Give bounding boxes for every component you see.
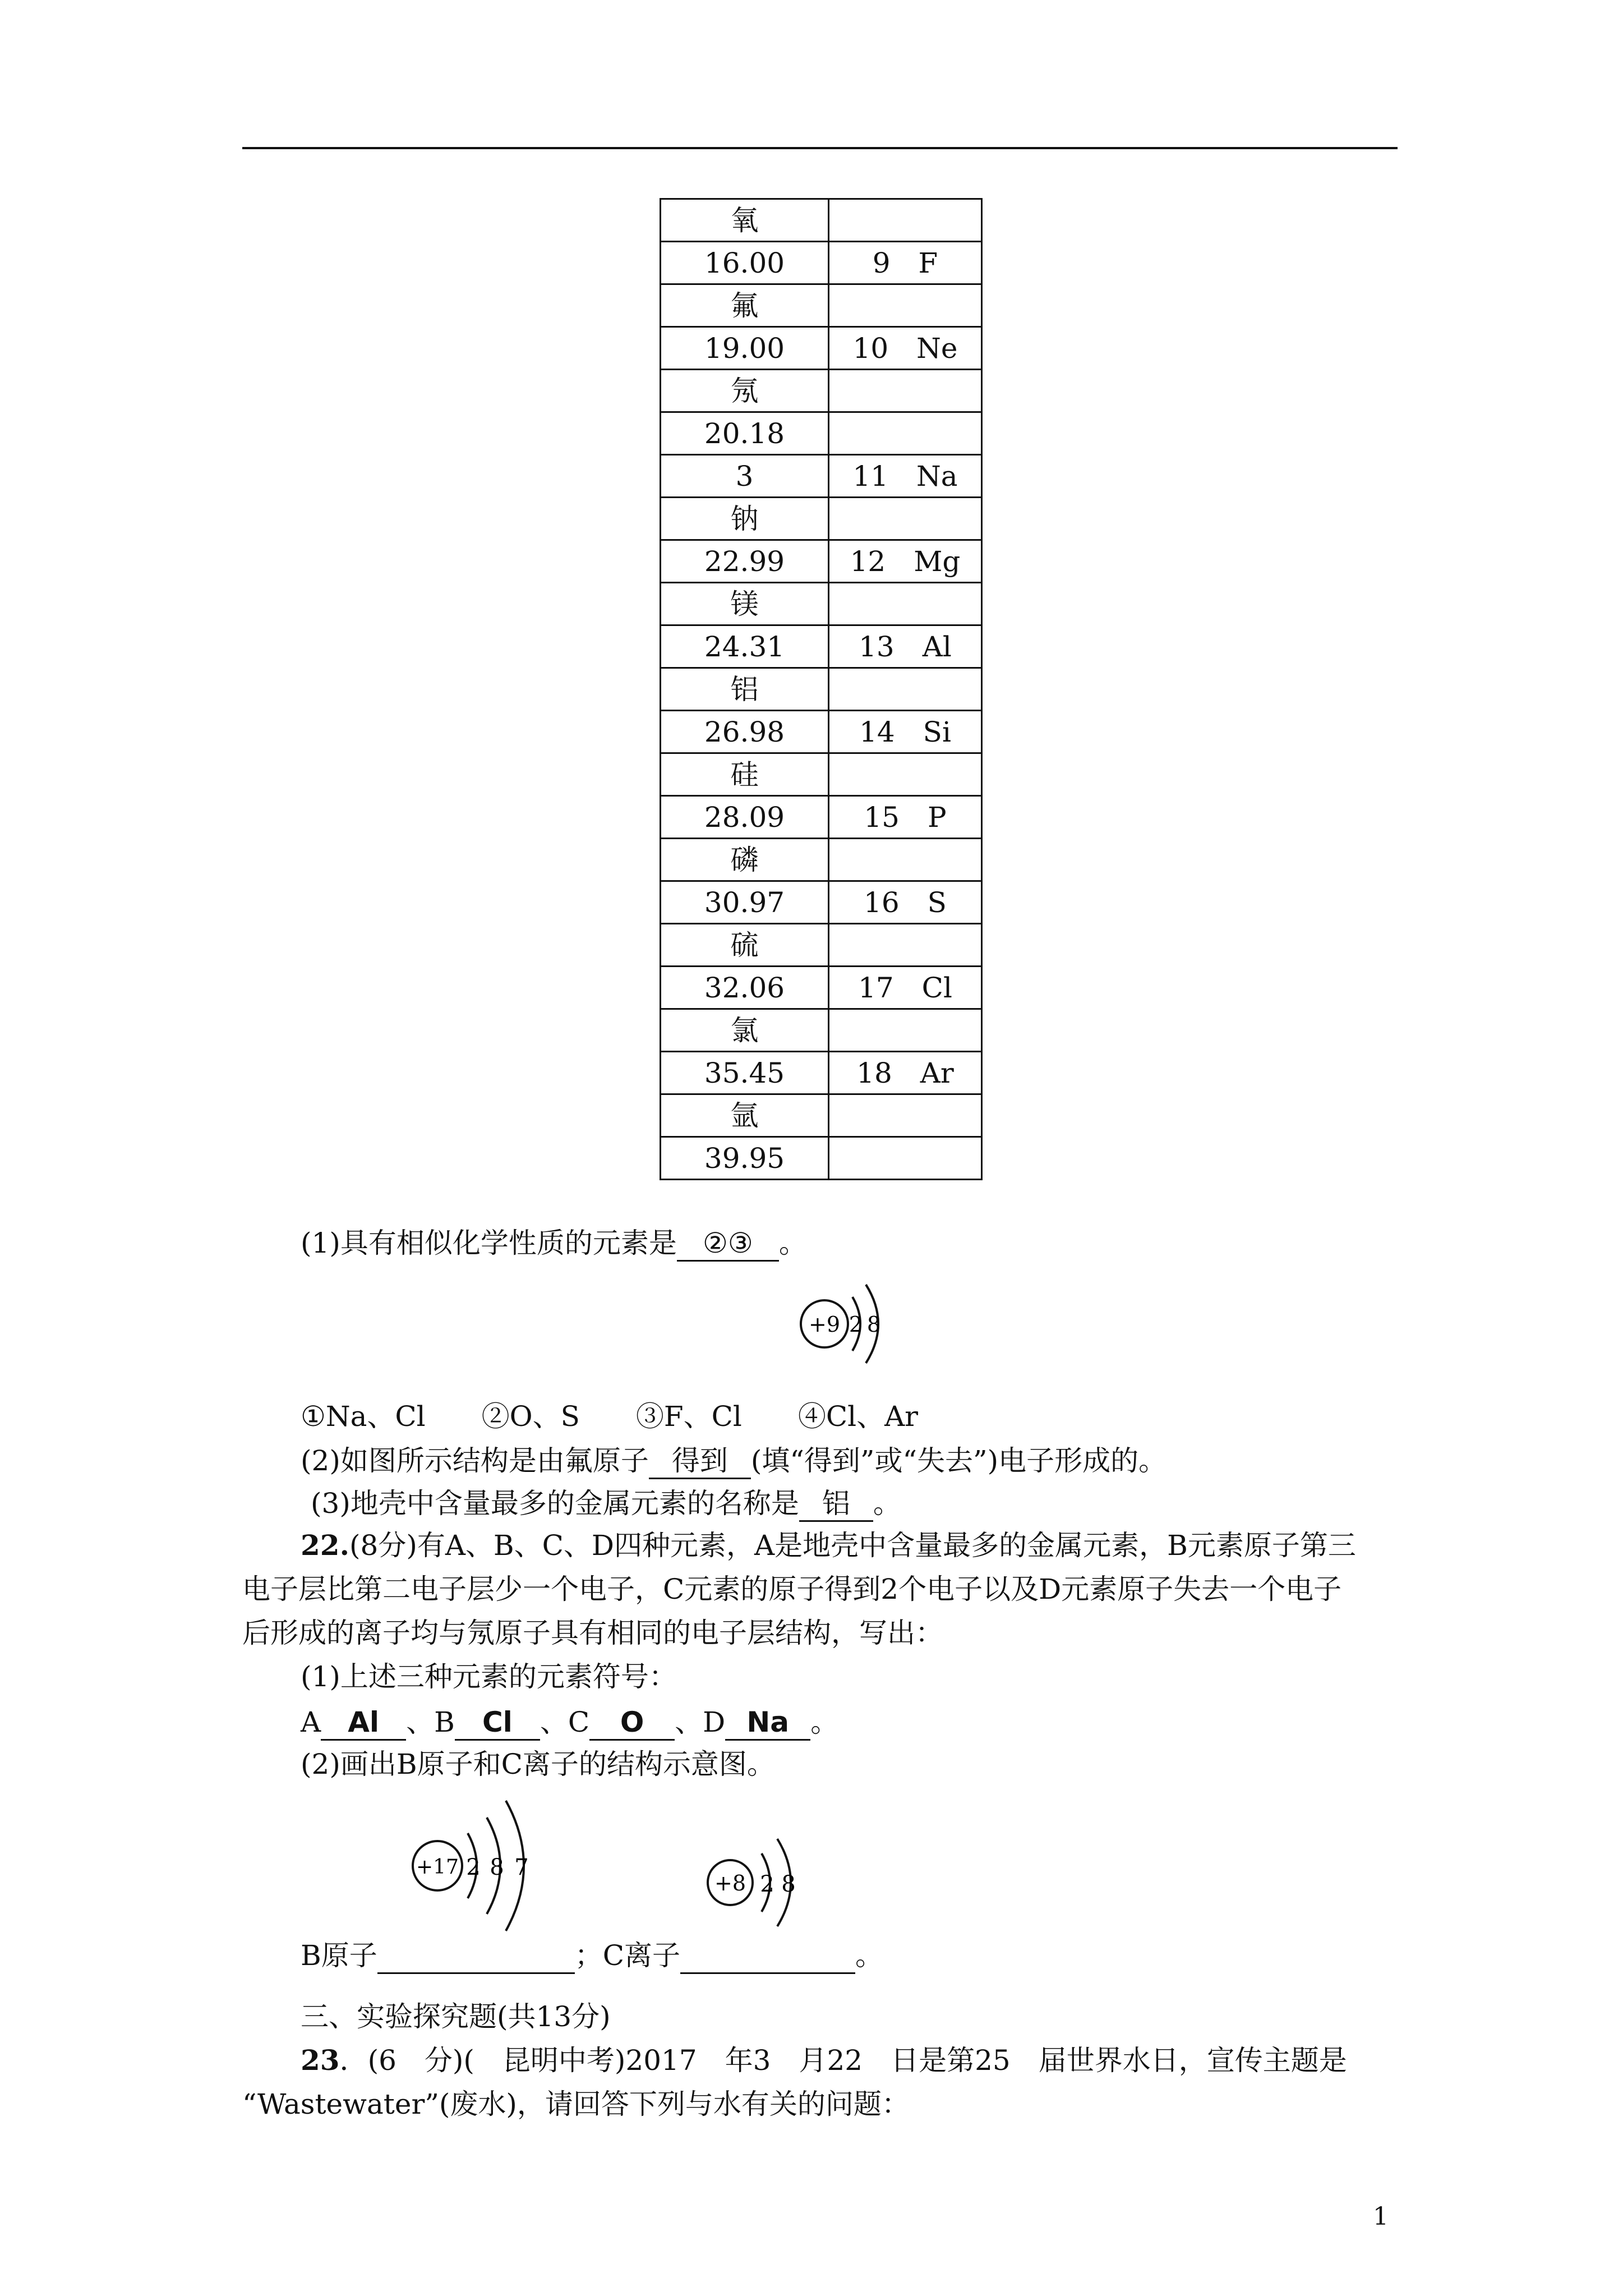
- table-row: [661, 839, 982, 881]
- q22-b-atom-blank: [377, 1940, 575, 1974]
- table-cell-left: 19.00: [661, 327, 829, 370]
- table-cell-right: [829, 924, 982, 967]
- header-rule: [242, 147, 1398, 149]
- page-number: 1: [1373, 2202, 1389, 2231]
- q22-symbol-c-answer: O: [589, 1706, 675, 1741]
- b-atom-diagram: [407, 1791, 553, 1948]
- q21-part3-answer: 铝: [799, 1488, 873, 1522]
- b-atom-shell-count-2: 8: [490, 1855, 504, 1880]
- table-cell-left: 30.97: [661, 881, 829, 924]
- table-cell-right: [829, 1137, 982, 1180]
- q21-part2-answer: 得到: [649, 1445, 751, 1479]
- table-cell-left: 氯: [661, 1009, 829, 1052]
- element-table: [660, 198, 983, 1180]
- c-ion-shell-count-1: 2: [760, 1871, 774, 1897]
- fluoride-ion-diagram: [796, 1273, 897, 1374]
- table-cell-right: 18 Ar: [829, 1052, 982, 1094]
- c-ion-shell-count-2: 8: [781, 1871, 796, 1897]
- table-cell-left: 氟: [661, 284, 829, 327]
- table-row: [661, 242, 982, 284]
- q22-symbols: [301, 1706, 838, 1741]
- table-cell-right: 16 S: [829, 881, 982, 924]
- table-cell-left: 26.98: [661, 711, 829, 753]
- table-cell-left: 32.06: [661, 967, 829, 1009]
- table-cell-right: 11 Na: [829, 455, 982, 498]
- table-row: [661, 924, 982, 967]
- table-cell-left: 39.95: [661, 1137, 829, 1180]
- table-cell-left: 3: [661, 455, 829, 498]
- q22-b-atom-label: B原子: [301, 1939, 377, 1972]
- q21-part1-prefix: (1)具有相似化学性质的元素是: [301, 1227, 677, 1259]
- table-row: [661, 1137, 982, 1180]
- q22-line1: [301, 1529, 1356, 1562]
- table-cell-right: [829, 1094, 982, 1137]
- table-cell-left: 氧: [661, 199, 829, 242]
- q22-symbol-d-answer: Na: [725, 1706, 810, 1741]
- q22-number: 22.: [301, 1529, 349, 1562]
- table-cell-left: 16.00: [661, 242, 829, 284]
- c-ion-diagram: [701, 1829, 813, 1941]
- table-row: [661, 455, 982, 498]
- q22-line1-text: (8分)有A、B、C、D四种元素，A是地壳中含量最多的金属元素，B元素原子第三: [349, 1529, 1356, 1562]
- table-cell-left: 硅: [661, 753, 829, 796]
- table-cell-right: 12 Mg: [829, 540, 982, 583]
- table-cell-right: 14 Si: [829, 711, 982, 753]
- q21-part2-prefix: (2)如图所示结构是由氟原子: [301, 1444, 649, 1477]
- table-row: [661, 284, 982, 327]
- table-cell-right: [829, 753, 982, 796]
- table-row: [661, 1009, 982, 1052]
- fluoride-shell-count-1: 2: [849, 1312, 863, 1337]
- q22-symbol-d-label: 、D: [675, 1706, 726, 1738]
- q21-part2: [301, 1445, 1166, 1479]
- q21-part1: [301, 1227, 807, 1262]
- table-cell-right: 9 F: [829, 242, 982, 284]
- q22-symbols-end: 。: [810, 1706, 839, 1738]
- table-row: [661, 668, 982, 711]
- table-cell-left: 24.31: [661, 625, 829, 668]
- q22-diagram-end: 。: [855, 1939, 884, 1972]
- table-row: [661, 796, 982, 839]
- q22-symbol-c-label: 、C: [540, 1706, 590, 1738]
- q22-diagram-labels: [301, 1940, 883, 1974]
- q21-part1-suffix: 。: [778, 1227, 807, 1259]
- b-atom-shell-count-1: 2: [466, 1855, 481, 1880]
- table-cell-right: [829, 412, 982, 455]
- table-cell-left: 22.99: [661, 540, 829, 583]
- q23-line2: “Wastewater”(废水)，请回答下列与水有关的问题：: [242, 2088, 910, 2120]
- b-atom-nucleus-charge: +17: [416, 1856, 459, 1879]
- q22-line2: 电子层比第二电子层少一个电子，C元素的原子得到2个电子以及D元素原子失去一个电子: [242, 1573, 1342, 1605]
- table-row: [661, 583, 982, 625]
- q22-c-ion-blank: [680, 1940, 855, 1974]
- q23-line1: [301, 2044, 1347, 2077]
- section3-title: 三、实验探究题(共13分): [301, 2000, 611, 2033]
- table-cell-right: 17 Cl: [829, 967, 982, 1009]
- table-row: [661, 625, 982, 668]
- table-cell-left: 硫: [661, 924, 829, 967]
- q22-part2: (2)画出B原子和C离子的结构示意图。: [301, 1748, 775, 1780]
- b-atom-shell-count-3: 7: [514, 1855, 529, 1880]
- table-row: [661, 967, 982, 1009]
- table-row: [661, 1052, 982, 1094]
- table-cell-right: 10 Ne: [829, 327, 982, 370]
- table-row: [661, 540, 982, 583]
- table-cell-left: 铝: [661, 668, 829, 711]
- table-cell-left: 磷: [661, 839, 829, 881]
- table-row: [661, 199, 982, 242]
- q21-part3-suffix: 。: [873, 1487, 901, 1520]
- table-cell-right: [829, 498, 982, 540]
- table-cell-right: [829, 668, 982, 711]
- table-cell-right: 15 P: [829, 796, 982, 839]
- q23-number: 23: [301, 2044, 340, 2077]
- q21-part1-answer: ②③: [677, 1227, 779, 1262]
- table-cell-left: 28.09: [661, 796, 829, 839]
- table-cell-right: [829, 1009, 982, 1052]
- table-cell-right: 13 Al: [829, 625, 982, 668]
- q21-options: ①Na、Cl ②O、S ③F、Cl ④Cl、Ar: [301, 1400, 919, 1433]
- q22-symbol-b-label: 、B: [406, 1706, 455, 1738]
- table-cell-right: [829, 199, 982, 242]
- table-row: [661, 370, 982, 412]
- q22-part1: (1)上述三种元素的元素符号：: [301, 1660, 677, 1693]
- q22-c-ion-label: ；C离子: [574, 1939, 681, 1972]
- q22-symbol-b-answer: Cl: [455, 1706, 540, 1741]
- q22-line3: 后形成的离子均与氖原子具有相同的电子层结构，写出：: [242, 1617, 943, 1649]
- q21-part3-prefix: (3)地壳中含量最多的金属元素的名称是: [311, 1487, 799, 1520]
- table-row: [661, 711, 982, 753]
- q23-line1-text: ．(6 分)( 昆明中考)2017 年3 月22 日是第25 届世界水日，宣传主题是: [339, 2044, 1347, 2077]
- table-row: [661, 327, 982, 370]
- table-cell-left: 氩: [661, 1094, 829, 1137]
- table-cell-right: [829, 370, 982, 412]
- table-cell-left: 镁: [661, 583, 829, 625]
- table-row: [661, 753, 982, 796]
- table-row: [661, 498, 982, 540]
- c-ion-nucleus-charge: +8: [714, 1871, 746, 1895]
- table-cell-left: 35.45: [661, 1052, 829, 1094]
- fluoride-shell-count-2: 8: [866, 1312, 881, 1337]
- q21-part2-suffix: (填“得到”或“失去”)电子形成的。: [750, 1444, 1167, 1477]
- table-row: [661, 881, 982, 924]
- table-cell-left: 钠: [661, 498, 829, 540]
- q22-symbol-a-answer: Al: [321, 1706, 406, 1741]
- q21-part3: [311, 1488, 901, 1522]
- table-cell-left: 氖: [661, 370, 829, 412]
- q22-symbol-a-label: A: [301, 1706, 321, 1738]
- table-row: [661, 412, 982, 455]
- table-cell-right: [829, 839, 982, 881]
- table-cell-right: [829, 583, 982, 625]
- fluoride-nucleus-charge: +9: [808, 1312, 841, 1337]
- table-cell-left: 20.18: [661, 412, 829, 455]
- table-cell-right: [829, 284, 982, 327]
- table-row: [661, 1094, 982, 1137]
